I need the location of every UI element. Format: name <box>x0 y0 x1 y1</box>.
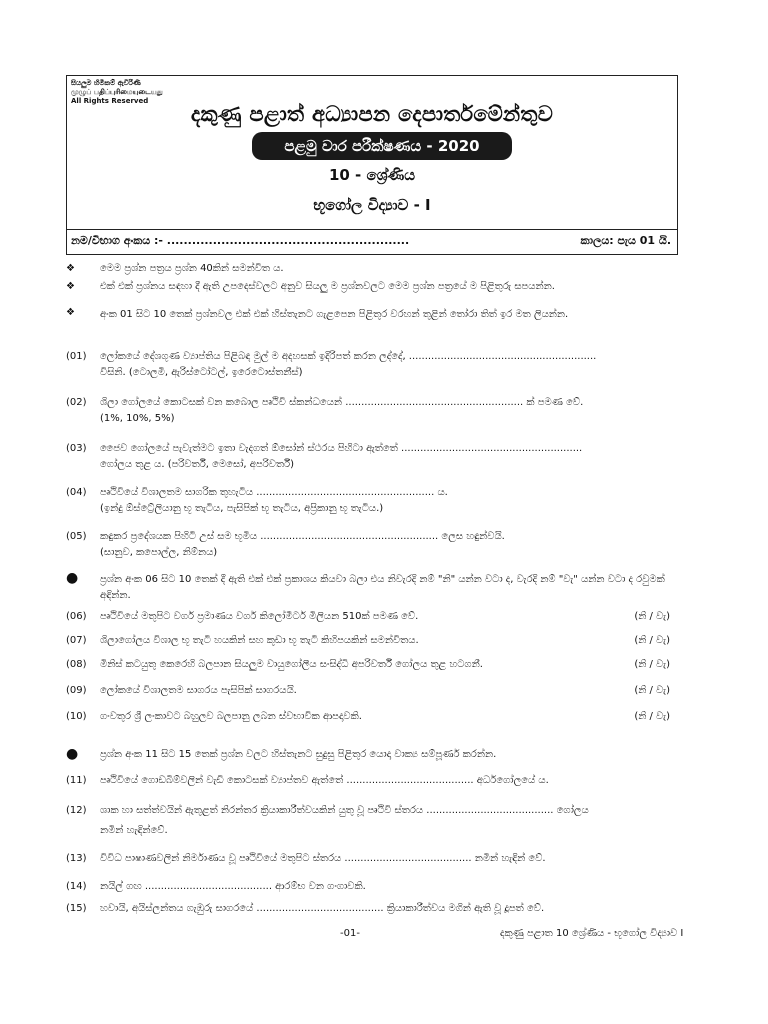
footer-subject: දකුණු පළාත 10 ශ්‍රේණිය - භූගෝල විද්‍යාව I <box>500 928 684 939</box>
exam-title-badge: පළමු වාර පරීක්ෂණය - 2020 <box>252 132 512 160</box>
true-false-options[interactable]: (නි / වැ) <box>634 711 670 722</box>
diamond-bullet-icon: ❖ <box>66 307 75 318</box>
diamond-bullet-icon: ❖ <box>66 263 75 274</box>
department-title: දකුණු පළාත් අධ්‍යාපන දෙපාර්තමේන්තුව <box>190 102 554 126</box>
page-number: -01- <box>340 928 360 939</box>
true-false-options[interactable]: (නි / වැ) <box>634 659 670 670</box>
rights-line-tamil: முழுப் பதிப்புரிமையுடையது <box>71 88 163 96</box>
grade-label: 10 - ශ්‍රේණිය <box>328 166 416 184</box>
true-false-options[interactable]: (නි / වැ) <box>634 685 670 696</box>
header-divider <box>67 229 677 230</box>
rights-line-english: All Rights Reserved <box>71 97 149 105</box>
true-false-options[interactable]: (නි / වැ) <box>634 635 670 646</box>
diamond-bullet-icon: ❖ <box>66 281 75 292</box>
true-false-options[interactable]: (නි / වැ) <box>634 611 670 622</box>
subject-label: භූගෝල විද්‍යාව - I <box>313 196 431 214</box>
name-index-field: නම/විභාග අංකය :- .......................................................... <box>71 234 410 247</box>
bullet-dot-icon: ● <box>66 746 79 762</box>
header-box <box>66 75 678 255</box>
bullet-dot-icon: ● <box>66 570 79 586</box>
rights-line-sinhala: සියලුම හිමිකම් ඇවිරිණි <box>71 79 141 87</box>
time-allowed: කාලය: පැය 01 යි. <box>580 234 671 247</box>
